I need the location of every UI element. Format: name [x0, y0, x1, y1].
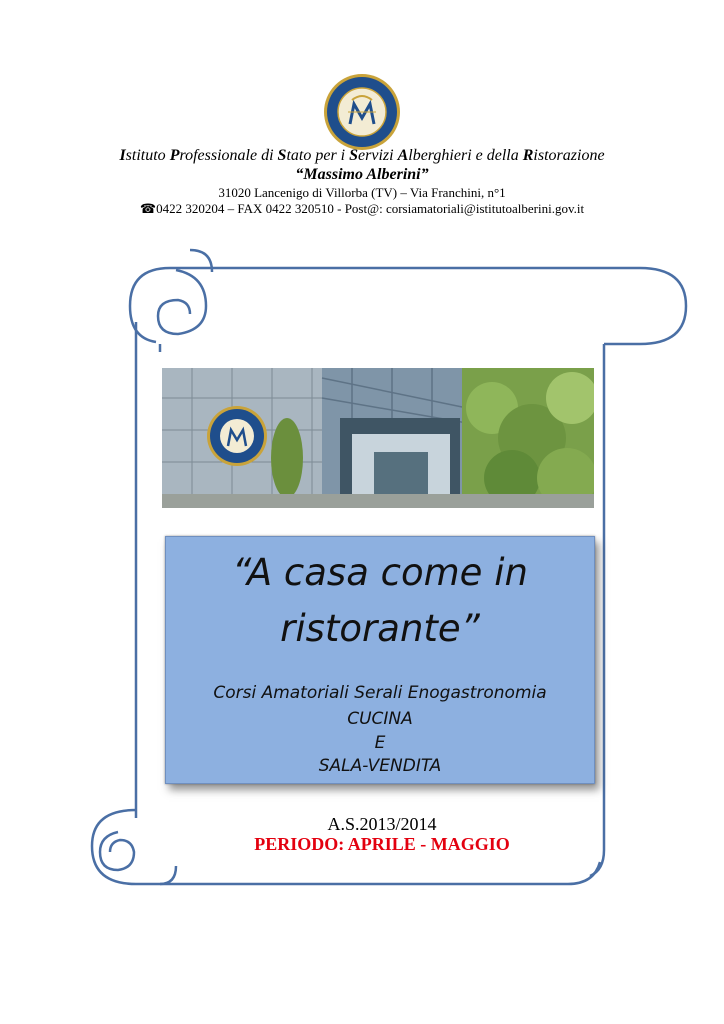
- institute-title-word: tato per i: [286, 147, 350, 164]
- institute-title-initial: R: [522, 147, 534, 164]
- institute-title-word: rofessionale di: [179, 147, 278, 164]
- institute-title-word: stituto: [125, 147, 170, 164]
- course-banner: [165, 536, 595, 784]
- banner-subtitle-line3: E: [374, 733, 386, 753]
- institute-title-word: istorazione: [533, 147, 605, 164]
- banner-subtitle-line2: CUCINA: [347, 709, 413, 729]
- institute-title-word: ervizi: [358, 147, 398, 164]
- institute-address: 31020 Lancenigo di Villorba (TV) – Via Franchini, n°1: [218, 185, 506, 200]
- institute-title-initial: A: [397, 147, 409, 164]
- banner-subtitle-line1: Corsi Amatoriali Serali Enogastronomia: [213, 683, 547, 703]
- institute-contacts: ☎0422 320204 – FAX 0422 320510 - Post@: corsiamatoriali@istitutoalberini.gov.it: [139, 201, 585, 216]
- school-year: A.S.2013/2014: [327, 814, 437, 834]
- institute-name: “Massimo Alberini”: [295, 166, 429, 183]
- course-period: PERIODO: APRILE - MAGGIO: [254, 834, 510, 854]
- banner-title-line2: ristorante”: [280, 607, 480, 650]
- school-building-photo: [162, 368, 594, 508]
- institute-title-word: lberghieri e della: [408, 147, 523, 164]
- institute-title-initial: S: [349, 147, 359, 164]
- banner-title-line1: “A casa come in: [232, 551, 528, 594]
- institute-title-initial: P: [169, 147, 180, 164]
- institute-title-initial: I: [119, 147, 126, 164]
- institute-title-initial: S: [277, 147, 287, 164]
- banner-subtitle-line4: SALA-VENDITA: [318, 756, 442, 776]
